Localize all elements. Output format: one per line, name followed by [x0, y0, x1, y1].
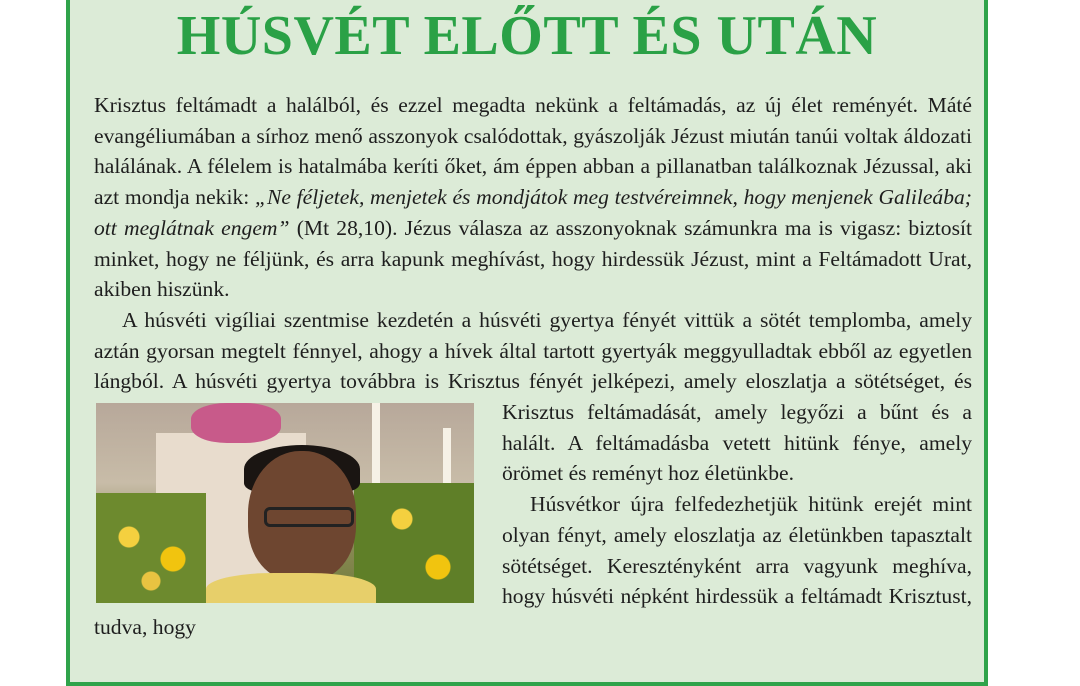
bible-quote: „Ne féljetek, menjetek és mondjátok meg testvéreimnek, hogy menjenek Galileába; ott meglátnak engem” [94, 185, 972, 240]
article-title: HÚSVÉT ELŐTT ÉS UTÁN [176, 5, 878, 67]
article-panel [66, 0, 988, 686]
article-body [94, 90, 972, 643]
priest-photo [96, 403, 474, 603]
paragraph-2 [94, 305, 972, 489]
paragraph-3-text: Húsvétkor újra felfedezhetjük hitünk erejét mint olyan fényt, amely eloszlatja az életünkben tapasztalt sötétséget. Keresztényként arra vagyunk meghíva, hogy húsvéti népként hirdessük a feltámadt Krisztust, tudva, hogy [94, 492, 972, 639]
paragraph-1 [94, 90, 972, 305]
paragraph-1-text: Krisztus feltámadt a halálból, és ezzel megadta nekünk a feltámadás, az új élet reményét. Máté evangéliumában a sírhoz menő asszonyok csalódottak, gyászolják Jézust miután tanúi voltak áldozati halálának. A félelem is hatalmába keríti őket, ám éppen abban a pillanatban találkoznak Jézussal, aki azt mondja nekik: [94, 93, 972, 210]
paragraph-1-text-end: (Mt 28,10). Jézus válasza az asszonyoknak számunkra ma is vigasz: biztosít minket, hogy ne féljünk, és arra kapunk meghívást, hogy hirdessük Jézust, mint a Feltámadott Urat, akiben hiszünk. [94, 215, 972, 302]
paragraph-2-text: A húsvéti vigíliai szentmise kezdetén a húsvéti gyertya fényét vittük a sötét templomba, amely aztán gyorsan megtelt fénnyel, ahogy a hívek által tartott gyertyák meggyulladtak ebből az egyetlen lángból. A húsvéti gyertya továbbra is Krisztus fényét jelképezi, amely eloszlatja a sötétséget, és Krisztus feltámadását, amely legyőzi a bűnt [94, 307, 972, 425]
paragraph-2-text-rest: és a halált. A feltámadásba vetett hitünk fénye, amely örömet és reményt hoz életünkbe. [502, 400, 973, 486]
